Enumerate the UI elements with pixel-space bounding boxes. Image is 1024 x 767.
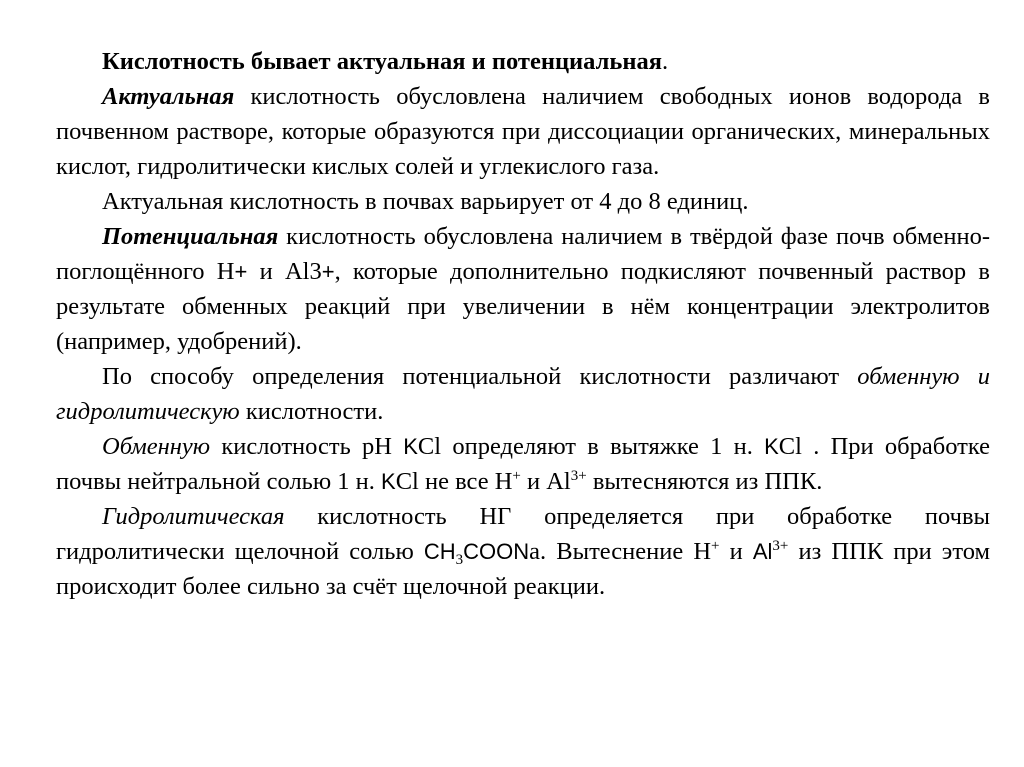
document-page [56,44,990,604]
heading-text: Кислотность бывает актуальная и потенциальная [102,48,662,75]
paragraph-6: Обменную кислотность рН KCl определяют в вытяжке 1 н. KCl . При обработке почвы нейтральной солью 1 н. KCl не все Н+ и $Al^{3+}$ вытесняются из ППК. [56,433,990,495]
term-exchange: Обменную [102,433,211,460]
term-actual: Актуальная [102,83,235,110]
paragraph-3: Актуальная кислотность в почвах варьирует от 4 до 8 единиц. [102,188,749,215]
paragraph-4: Потенциальная кислотность обусловлена наличием в твёрдой фазе почв обменно-поглощённого Н+ и Al3+, которые дополнительно подкисляют почвенный раствор в результате обменных реакций при увеличении в нём концентрации электролитов (например, удобрений). [56,223,990,355]
italic-types: обменную и гидролитическую [56,363,990,425]
term-potential: Потенциальная [102,223,279,250]
paragraph-5: По способу определения потенциальной кислотности различают обменную и гидролитическую кислотности. [56,363,990,425]
paragraph-7: Гидролитическая кислотность НГ определяется при обработке почвы гидролитически щелочной солью $CH_3COONa$. Вытеснение Н+ и $Al^{3+}$ из ППК при этом происходит более сильно за счёт щелочной реакции. [56,503,990,600]
paragraph-2: Актуальная кислотность обусловлена наличием свободных ионов водорода в почвенном растворе, которые образуются при диссоциации органических, минеральных кислот, гидролитически кислых солей и углекислого газа. [56,83,990,180]
paragraph-1: Кислотность бывает актуальная и потенциальная. [102,48,669,75]
term-hydrolytic: Гидролитическая [102,503,285,530]
